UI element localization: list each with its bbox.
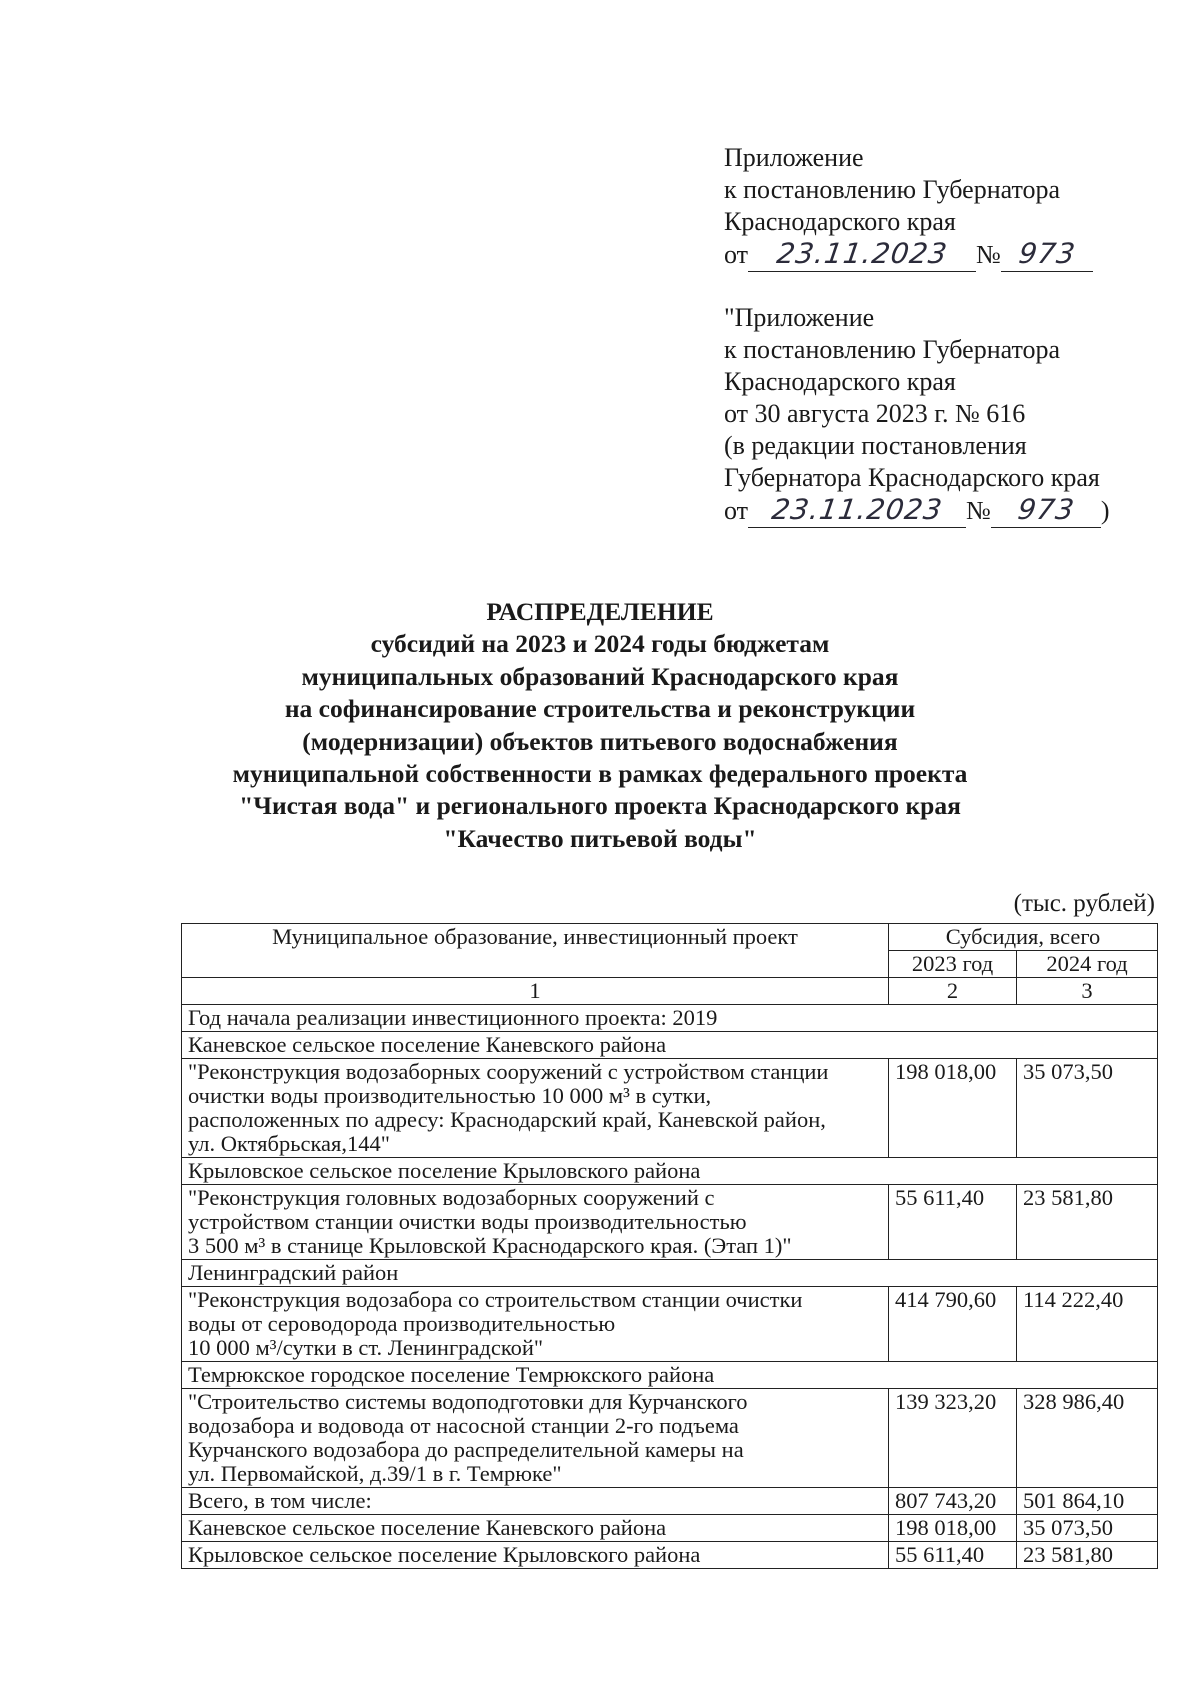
appendix-line: (в редакции постановления xyxy=(724,431,1027,460)
value-2023: 198 018,00 xyxy=(889,1515,1017,1542)
number-label: № xyxy=(966,496,991,525)
project-row xyxy=(182,1185,1158,1260)
project-row xyxy=(182,1059,1158,1158)
project-line: воды от сероводорода производительностью xyxy=(188,1311,616,1336)
column-number: 2 xyxy=(889,978,1017,1005)
project-line: "Реконструкция водозаборных сооружений с устройством станции xyxy=(188,1059,829,1084)
value-2023: 55 611,40 xyxy=(889,1542,1017,1569)
project-line: Курчанского водозабора до распределительной камеры на xyxy=(188,1437,744,1462)
appendix-line: Губернатора Краснодарского края xyxy=(724,463,1100,492)
handwritten-number: 973 xyxy=(1016,237,1078,270)
appendix-line: к постановлению Губернатора xyxy=(724,175,1061,204)
value-2023: 198 018,00 xyxy=(889,1059,1017,1158)
municipality-row xyxy=(182,1260,1158,1287)
title-line: муниципальных образований Краснодарского края xyxy=(301,661,899,691)
title-heading: РАСПРЕДЕЛЕНИЕ xyxy=(486,597,714,626)
project-line: "Реконструкция головных водозаборных сооружений с xyxy=(188,1185,715,1210)
value-2023: 55 611,40 xyxy=(889,1185,1017,1260)
total-label: Крыловское сельское поселение Крыловского района xyxy=(182,1542,889,1569)
project-line: ул. Октябрьская,144" xyxy=(188,1131,390,1156)
from-label: от xyxy=(724,240,749,269)
municipality-row xyxy=(182,1158,1158,1185)
value-2024: 23 581,80 xyxy=(1017,1542,1158,1569)
column-number: 1 xyxy=(182,978,889,1005)
project-line: 3 500 м³ в станице Крыловской Краснодарского края. (Этап 1)" xyxy=(188,1233,792,1258)
title-line: (модернизации) объектов питьевого водоснабжения xyxy=(302,726,898,756)
title-line: муниципальной собственности в рамках федерального проекта xyxy=(232,759,968,789)
year-start-row xyxy=(182,1005,1158,1032)
project-description xyxy=(182,1287,889,1362)
appendix-line: Приложение xyxy=(724,143,864,172)
handwritten-date: 23.11.2023 xyxy=(774,237,950,270)
project-description xyxy=(182,1185,889,1260)
appendix-line: от 30 августа 2023 г. № 616 xyxy=(724,399,1026,428)
project-description xyxy=(182,1059,889,1158)
value-2024: 23 581,80 xyxy=(1017,1185,1158,1260)
document-title xyxy=(0,596,1200,855)
header-municipality: Муниципальное образование, инвестиционный проект xyxy=(182,924,889,978)
appendix-header xyxy=(724,142,1093,272)
title-line: "Качество питьевой воды" xyxy=(443,823,757,853)
total-label: Каневское сельское поселение Каневского района xyxy=(182,1515,889,1542)
value-2024: 35 073,50 xyxy=(1017,1059,1158,1158)
date-field xyxy=(748,238,976,272)
municipality-row xyxy=(182,1032,1158,1059)
year-start-label: Год начала реализации инвестиционного проекта: 2019 xyxy=(182,1005,1158,1032)
header-year-2023: 2023 год xyxy=(889,951,1017,978)
title-line: субсидий на 2023 и 2024 годы бюджетам xyxy=(370,629,830,659)
closing-paren: ) xyxy=(1100,496,1110,525)
total-row xyxy=(182,1488,1158,1515)
subsidy-table xyxy=(181,923,1158,1569)
appendix-line: Краснодарского края xyxy=(724,207,956,236)
number-field xyxy=(991,494,1101,528)
appendix-line: Краснодарского края xyxy=(724,367,956,396)
total-row xyxy=(182,1515,1158,1542)
handwritten-number: 973 xyxy=(1015,493,1077,526)
project-line: расположенных по адресу: Краснодарский край, Каневской район, xyxy=(188,1107,826,1132)
unit-note: (тыс. рублей) xyxy=(1013,890,1155,917)
table-numbering-row xyxy=(182,978,1158,1005)
header-year-2024: 2024 год xyxy=(1017,951,1158,978)
project-row xyxy=(182,1287,1158,1362)
project-line: 10 000 м³/сутки в ст. Ленинградской" xyxy=(188,1335,544,1360)
value-2023: 414 790,60 xyxy=(889,1287,1017,1362)
municipality-name: Крыловское сельское поселение Крыловского района xyxy=(182,1158,1158,1185)
project-line: "Реконструкция водозабора со строительством станции очистки xyxy=(188,1287,803,1312)
project-line: ул. Первомайской, д.39/1 в г. Темрюке" xyxy=(188,1461,562,1486)
value-2023: 807 743,20 xyxy=(889,1488,1017,1515)
project-row xyxy=(182,1389,1158,1488)
from-label: от xyxy=(724,496,749,525)
header-subsidy: Субсидия, всего xyxy=(889,924,1158,951)
municipality-name: Ленинградский район xyxy=(182,1260,1158,1287)
value-2024: 35 073,50 xyxy=(1017,1515,1158,1542)
date-field xyxy=(748,494,966,528)
municipality-row xyxy=(182,1362,1158,1389)
project-line: очистки воды производительностью 10 000 м³ в сутки, xyxy=(188,1083,712,1108)
total-row xyxy=(182,1542,1158,1569)
title-line: "Чистая вода" и регионального проекта Краснодарского края xyxy=(239,791,961,821)
project-line: устройством станции очистки воды производительностью xyxy=(188,1209,747,1234)
value-2024: 114 222,40 xyxy=(1017,1287,1158,1362)
appendix-line: "Приложение xyxy=(724,303,875,332)
value-2023: 139 323,20 xyxy=(889,1389,1017,1488)
column-number: 3 xyxy=(1017,978,1158,1005)
appendix-line: к постановлению Губернатора xyxy=(724,335,1061,364)
value-2024: 328 986,40 xyxy=(1017,1389,1158,1488)
number-field xyxy=(1001,238,1093,272)
appendix-date-line xyxy=(724,494,1110,528)
appendix-previous xyxy=(724,302,1110,528)
handwritten-date: 23.11.2023 xyxy=(769,493,945,526)
municipality-name: Темрюкское городское поселение Темрюкского района xyxy=(182,1362,1158,1389)
total-label: Всего, в том числе: xyxy=(182,1488,889,1515)
project-line: "Строительство системы водоподготовки для Курчанского xyxy=(188,1389,748,1414)
appendix-date-line xyxy=(724,238,1093,272)
number-label: № xyxy=(976,240,1001,269)
value-2024: 501 864,10 xyxy=(1017,1488,1158,1515)
table-header-row xyxy=(182,924,1158,951)
project-description xyxy=(182,1389,889,1488)
title-line: на софинансирование строительства и реконструкции xyxy=(284,694,916,724)
municipality-name: Каневское сельское поселение Каневского района xyxy=(182,1032,1158,1059)
project-line: водозабора и водовода от насосной станции 2-го подъема xyxy=(188,1413,739,1438)
